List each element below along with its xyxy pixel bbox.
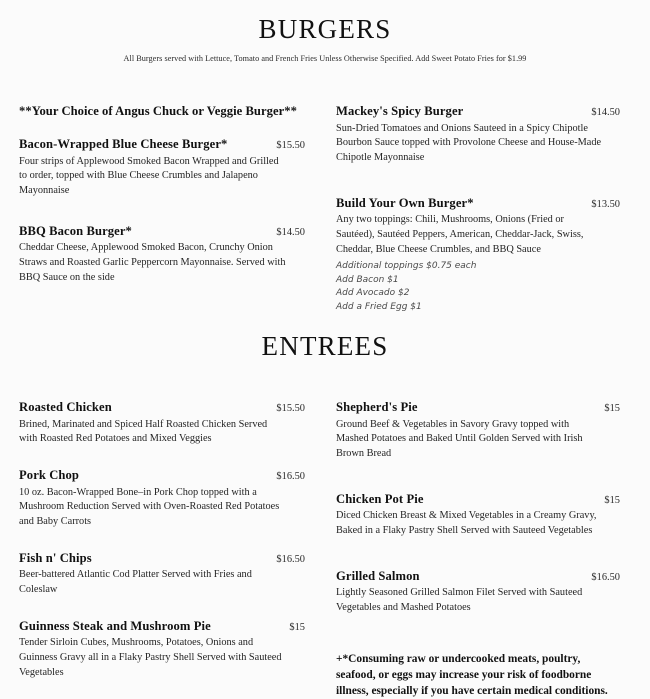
item-price: $14.50 (276, 226, 305, 238)
menu-item-mackeys-spicy-burger[interactable] (336, 104, 620, 166)
item-description: Brined, Marinated and Spiced Half Roasted Chicken Served with Roasted Red Potatoes and Mixed Veggies (19, 418, 268, 445)
item-header (19, 400, 305, 416)
spacer (336, 633, 620, 641)
addon-line: Add a Fried Egg $1 (336, 301, 422, 312)
item-name: Shepherd's Pie (336, 400, 418, 415)
item-description: Cheddar Cheese, Applewood Smoked Bacon, Crunchy Onion Straws and Roasted Garlic Peppercorn Mayonnaise. Served with BBQ Sauce on the side (19, 242, 286, 283)
item-header (19, 619, 305, 635)
menu-item-bacon-wrapped-blue-cheese-burger[interactable] (19, 137, 305, 199)
item-name: BBQ Bacon Burger* (19, 223, 132, 238)
entrees-left-column (0, 400, 325, 699)
item-name: Pork Chop (19, 468, 80, 483)
item-description: Ground Beef & Vegetables in Savory Gravy topped with Mashed Potatoes and Baked Until Golden Served with Irish Brown Bread (336, 418, 583, 460)
addon-line: Add Bacon $1 (336, 274, 399, 285)
item-price: $15.50 (276, 140, 305, 151)
item-header (336, 196, 620, 212)
item-name: Bacon-Wrapped Blue Cheese Burger* (19, 137, 228, 151)
menu-item-chicken-pot-pie[interactable] (336, 492, 620, 539)
item-description: Lightly Seasoned Grilled Salmon Filet Served with Sauteed Vegetables and Mashed Potatoes (336, 587, 583, 613)
item-price: $16.50 (276, 553, 305, 565)
item-price: $16.50 (591, 571, 620, 583)
item-description: Diced Chicken Breast & Mixed Vegetables in a Creamy Gravy, Baked in a Flaky Pastry Shell Served with Sauteed Vegetables (336, 510, 597, 537)
burger-addons-list (336, 260, 620, 314)
menu-item-roasted-chicken[interactable] (19, 400, 305, 447)
burgers-section-note: All Burgers served with Lettuce, Tomato and French Fries Unless Otherwise Specified. Add Sweet Potato Fries for $1.99 (123, 54, 527, 63)
burgers-right-column (325, 104, 650, 331)
item-name: Fish n' Chips (19, 550, 92, 565)
item-price: $16.50 (276, 471, 305, 483)
item-description: 10 oz. Bacon-Wrapped Bone–in Pork Chop topped with a Mushroom Reduction Served with Oven-Roasted Red Potatoes and Baby Carrots (19, 486, 280, 528)
health-disclaimer: +*Consuming raw or undercooked meats, poultry, seafood, or eggs may increase your risk of foodborne illness, especially if you have certain medical conditions. (336, 652, 608, 697)
menu-item-build-your-own-burger[interactable] (336, 196, 620, 315)
entrees-section-title: ENTREES (261, 331, 389, 362)
item-header (19, 468, 305, 484)
entrees-right-column (325, 400, 650, 699)
entrees-columns (0, 400, 650, 699)
addon-line: Additional toppings $0.75 each (336, 261, 477, 272)
item-header (19, 137, 305, 153)
item-header (336, 569, 620, 585)
item-description: Four strips of Applewood Smoked Bacon Wrapped and Grilled to order, topped with Blue Cheese Crumbles and Jalapeno Mayonnaise (19, 155, 279, 196)
item-header (336, 400, 620, 416)
menu-item-shepherds-pie[interactable] (336, 400, 620, 462)
item-price: $14.50 (591, 107, 620, 118)
item-description: Tender Sirloin Cubes, Mushrooms, Potatoes, Onions and Guinness Gravy all in a Flaky Pastry Shell Served with Sauteed Vegetables (19, 637, 282, 678)
menu-item-guinness-steak-and-mushroom-pie[interactable] (19, 619, 305, 681)
burgers-columns (0, 104, 650, 331)
item-header (19, 224, 305, 240)
item-price: $15 (604, 494, 620, 506)
burgers-left-column (0, 104, 325, 331)
item-description: Sun-Dried Tomatoes and Onions Sauteed in a Spicy Chipotle Bourbon Sauce topped with Provolone Cheese and House-Made Chipotle Mayonnaise (336, 122, 602, 163)
item-name: Guinness Steak and Mushroom Pie (19, 618, 211, 633)
item-price: $15.50 (276, 403, 305, 415)
burger-choice-note: **Your Choice of Angus Chuck or Veggie Burger** (19, 104, 297, 118)
item-description: Any two toppings: Chili, Mushrooms, Onions (Fried or Sautéed), Sautéed Peppers, American, Cheddar-Jack, Swiss, Cheddar, Blue Cheese Crumbles, and BBQ Sauce (336, 214, 584, 255)
item-name: Mackey's Spicy Burger (336, 104, 464, 118)
item-description: Beer-battered Atlantic Cod Platter Served with Fries and Coleslaw (19, 569, 252, 595)
item-price: $15 (289, 621, 305, 633)
burgers-section-title: BURGERS (258, 14, 392, 44)
menu-item-bbq-bacon-burger[interactable] (19, 224, 305, 286)
item-price: $15 (604, 403, 620, 415)
spacer (0, 362, 650, 388)
item-name: Roasted Chicken (19, 400, 112, 415)
item-header (336, 492, 620, 508)
item-price: $13.50 (591, 198, 620, 210)
item-name: Chicken Pot Pie (336, 491, 424, 506)
item-name: Grilled Salmon (336, 568, 420, 583)
spacer (0, 63, 650, 93)
menu-item-grilled-salmon[interactable] (336, 569, 620, 616)
item-header (336, 104, 620, 120)
menu-item-fish-n-chips[interactable] (19, 551, 305, 598)
addon-line: Add Avocado $2 (336, 288, 410, 299)
menu-item-pork-chop[interactable] (19, 468, 305, 530)
item-header (19, 551, 305, 567)
item-name: Build Your Own Burger* (336, 195, 474, 210)
